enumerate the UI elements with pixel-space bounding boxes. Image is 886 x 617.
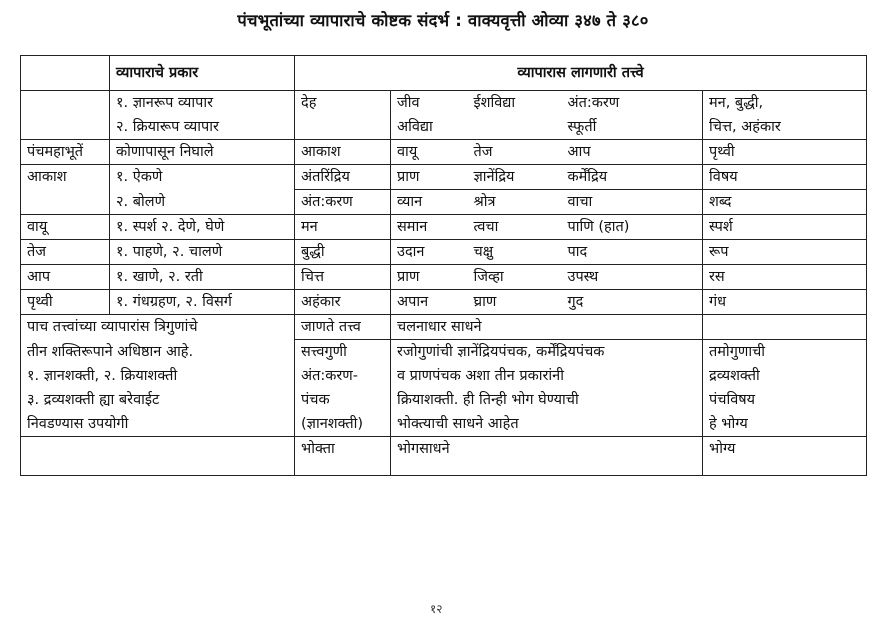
header-elements: व्यापारास लागणारी तत्त्वे [295,56,867,91]
table-row: आकाश १. ऐकणे अंतरिंद्रिय प्राण ज्ञानेंद्रिय कर्मेंद्रिय विषय [21,165,867,190]
note-line: १. ज्ञानशक्ती, २. क्रियाशक्ती [21,364,295,388]
table-row: पाच तत्त्वांच्या व्यापारांस त्रिगुणांचे जाणते तत्त्व चलनाधार साधने [21,315,867,340]
note-line: निवडण्यास उपयोगी [21,412,295,437]
note-line: ३. द्रव्यशक्ती ह्या बरेवाईट [21,388,295,412]
table-row: २. बोलणे अंत:करण व्यान श्रोत्र वाचा शब्द [21,190,867,215]
note-line: तीन शक्तिरूपाने अधिष्ठान आहे. [21,340,295,365]
table-row: निवडण्यास उपयोगी (ज्ञानशक्ती) भोक्त्याची साधने आहेत हे भोग्य [21,412,867,437]
header-row [21,56,867,91]
page-number: १२ [430,602,443,616]
elements-table [20,55,867,476]
table-row: १. ज्ञानशक्ती, २. क्रियाशक्ती अंत:करण- व प्राणपंचक अशा तीन प्रकारांनी द्रव्यशक्ती [21,364,867,388]
table-row: भोक्ता भोगसाधने भोग्य [21,437,867,476]
table-row: पंचमहाभूतें कोणापासून निघाले आकाश वायू तेज आप पृथ्वी [21,140,867,165]
note-line: पाच तत्त्वांच्या व्यापारांस त्रिगुणांचे [21,315,295,340]
page-title: पंचभूतांच्या व्यापाराचे कोष्टक संदर्भ : वाक्यवृत्ती ओव्या ३४७ ते ३८० [237,11,649,30]
table-row: ३. द्रव्यशक्ती ह्या बरेवाईट पंचक क्रियाशक्ती. ही तिन्ही भोग घेण्याची पंचविषय [21,388,867,412]
table-row: आप १. खाणे, २. रती चित्त प्राण जिव्हा उपस्थ रस [21,265,867,290]
table-row: २. क्रियारूप व्यापार अविद्या स्फूर्ती चित्त, अहंकार [21,115,867,140]
table-row: १. ज्ञानरूप व्यापार देह जीव ईशविद्या अंत:करण मन, बुद्धी, [21,91,867,116]
table-row: तीन शक्तिरूपाने अधिष्ठान आहे. सत्त्वगुणी रजोगुणांची ज्ञानेंद्रियपंचक, कर्मेंद्रियपंचक तमोगुणाची [21,340,867,365]
table-row: पृथ्वी १. गंधग्रहण, २. विसर्ग अहंकार अपान घ्राण गुद गंध [21,290,867,315]
table-row: वायू १. स्पर्श २. देणे, घेणे मन समान त्वचा पाणि (हात) स्पर्श [21,215,867,240]
header-types: व्यापाराचे प्रकार [110,56,295,91]
table-row: तेज १. पाहणे, २. चालणे बुद्धी उदान चक्षु पाद रूप [21,240,867,265]
